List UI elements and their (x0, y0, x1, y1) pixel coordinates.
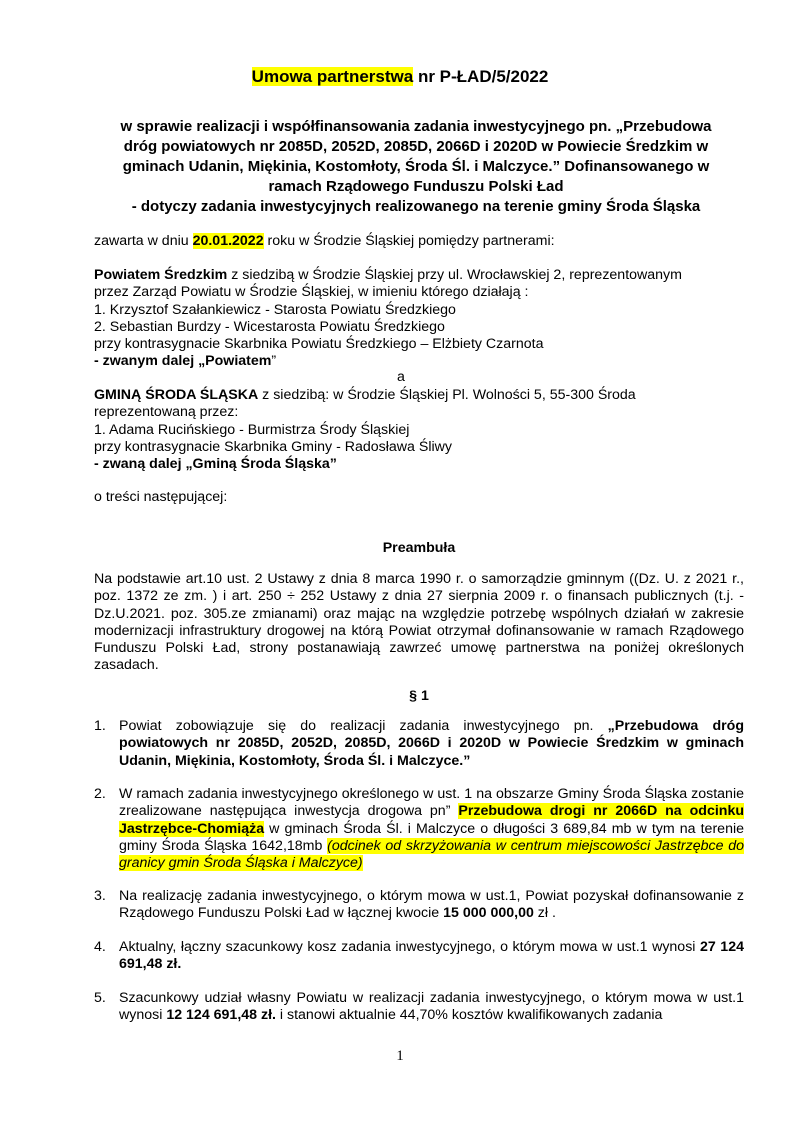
item-text-bold: 27 124 691,48 zł. (119, 939, 744, 973)
list-item (94, 990, 744, 1025)
subtitle-line: gminach Udanin, Miękinia, Kostomłoty, Środa Śl. i Malczyce.” Dofinansowanego w (122, 158, 710, 175)
party-powiat-alias-bold: - zwanym dalej „Powiatem (94, 353, 272, 370)
concluded-line (94, 233, 744, 250)
list-item-text (119, 888, 744, 923)
item-text-end: zł . (533, 905, 556, 922)
list-item-text (119, 939, 744, 974)
item-text-bold: 12 124 691,48 zł. (166, 1007, 276, 1024)
list-item (94, 786, 744, 872)
document-title (0, 66, 800, 88)
list-item-number: 4. (94, 939, 106, 955)
party-gmina-line2: reprezentowaną przez: (94, 404, 239, 421)
subtitle-line: ramach Rządowego Funduszu Polski Ład (268, 178, 564, 195)
concluded-suffix: roku w Środzie Śląskiej pomiędzy partnerami: (263, 233, 555, 249)
contents-intro: o treści następującej: (94, 489, 228, 505)
section1-heading (94, 688, 744, 705)
party-gmina-address: z siedzibą: w Środzie Śląskiej Pl. Wolności 5, 55-300 Środa (258, 387, 636, 403)
list-item-text (119, 990, 744, 1025)
item-text-plain: W ramach zadania inwestycyjnego określonego w ust. 1 na obszarze Gminy Środa Śląska zostanie zrealizowane następująca inwestycja drogowa pn” (119, 786, 744, 820)
list-item-text (119, 786, 744, 872)
party-powiat-alias (94, 353, 744, 370)
item-text-plain: Szacunkowy udział własny Powiatu w realizacji zadania inwestycyjnego, o którym mowa w ust.1 wynosi (119, 990, 744, 1024)
party-gmina (94, 387, 744, 473)
item-text-italic-highlight: (odcinek od skrzyżowania w centrum miejscowości Jastrzębce do granicy gmin Środa Śląska i Malczyce) (119, 837, 745, 872)
party-gmina-alias (94, 456, 744, 473)
preamble-heading-text: Preambuła (382, 540, 456, 556)
concluded-prefix: zawarta w dniu (94, 233, 193, 249)
item-text-plain: Powiat zobowiązuje się do realizacji zadania inwestycyjnego pn. (119, 718, 608, 734)
party-powiat-line3: 1. Krzysztof Szałankiewicz - Starosta Powiatu Średzkiego (94, 301, 456, 318)
party-powiat (94, 267, 744, 371)
party-powiat-line1 (94, 267, 744, 284)
preamble-text: Na podstawie art.10 ust. 2 Ustawy z dnia 8 marca 1990 r. o samorządzie gminnym ((Dz. U. z 2021 r., poz. 1372 ze zm. ) i art. 250 ÷ 252 Ustawy z dnia 27 sierpnia 2009 r. o finansach publicznych (t.j. - Dz.U.2021. poz. 305.ze zmianami) oraz mając na względzie potrzebę wspólnych działań w zakresie modernizacji infrastruktury drogowej na którą Powiat otrzymał dofinansowanie w ramach Rządowego Funduszu Polski Ład, strony postanawiają zawrzeć umowę partnerstwa na poniżej określonych zasadach. (94, 571, 744, 674)
item-text-bold-highlight: Przebudowa drogi nr 2066D na odcinku Jastrzębce-Chomiąża (119, 803, 745, 837)
contract-date: 20.01.2022 (192, 233, 264, 249)
section1-heading-text: § 1 (409, 688, 429, 704)
item-text-bold: „Przebudowa dróg powiatowych nr 2085D, 2052D, 2085D, 2066D i 2020D w Powiecie Średzkim w gminach Udanin, Miękinia, Kostomłoty, Środa Śl. i Malczyce.” (119, 718, 745, 769)
party-gmina-line4: przy kontrasygnacie Skarbnika Gminy - Radosława Śliwy (94, 438, 452, 455)
item-text-plain: Na realizację zadania inwestycyjnego, o którym mowa w ust.1, Powiat pozyskał dofinansowanie z Rządowego Funduszu Polski Ład w łącznej kwocie (119, 888, 744, 922)
preamble-heading (94, 540, 744, 557)
list-item-number: 2. (94, 786, 106, 802)
title-highlight: Umowa partnerstwa (251, 67, 414, 86)
list-item (94, 939, 744, 974)
party-powiat-address: z siedzibą w Środzie Śląskiej przy ul. Wrocławskiej 2, reprezentowanym (227, 267, 682, 283)
party-powiat-line5: przy kontrasygnacie Skarbnika Powiatu Średzkiego – Elżbiety Czarnota (94, 336, 544, 353)
document-subtitle (92, 117, 740, 217)
item-text-plain: w gminach Środa Śl. i Malczyce o długości 3 689,84 mb w tym na terenie gminy Środa Śląska 1642,18mb (119, 820, 744, 854)
subtitle-line: w sprawie realizacji i współfinansowania zadania inwestycyjnego pn. „Przebudowa (120, 118, 712, 135)
item-text-plain: Aktualny, łączny szacunkowy kosz zadania inwestycyjnego, o którym mowa w ust.1 wynosi (119, 939, 700, 955)
party-gmina-line1 (94, 387, 744, 404)
list-item (94, 888, 744, 923)
subtitle-line: dróg powiatowych nr 2085D, 2052D, 2085D, 2066D i 2020D w Powiecie Średzkim w (123, 138, 709, 155)
list-item-number: 3. (94, 888, 106, 904)
party-powiat-line2: przez Zarząd Powiatu w Środzie Śląskiej, w imieniu którego działają : (94, 284, 529, 301)
item-text-end: i stanowi aktualnie 44,70% kosztów kwalifikowanych zadania (275, 1007, 663, 1024)
party-powiat-name: Powiatem Średzkim (94, 267, 228, 283)
list-item-number: 5. (94, 990, 106, 1006)
list-item-text (119, 718, 744, 770)
party-powiat-alias-end: ” (271, 353, 277, 370)
title-rest: nr P-ŁAD/5/2022 (413, 67, 549, 86)
page-number: 1 (396, 1048, 404, 1064)
party-gmina-name: GMINĄ ŚRODA ŚLĄSKA (94, 387, 259, 403)
party-gmina-line3: 1. Adama Rucińskiego - Burmistrza Środy Śląskiej (94, 421, 410, 438)
list-item (94, 718, 744, 770)
item-text-bold: 15 000 000,00 (443, 905, 534, 922)
party-gmina-alias-bold: - zwaną dalej „Gminą Środa Śląska” (94, 456, 337, 473)
list-item-number: 1. (94, 718, 106, 734)
conjunction: a (397, 369, 405, 385)
subtitle-line: - dotyczy zadania inwestycyjnych realizowanego na terenie gminy Środa Śląska (131, 198, 701, 215)
party-powiat-line4: 2. Sebastian Burdzy - Wicestarosta Powiatu Średzkiego (94, 318, 445, 335)
